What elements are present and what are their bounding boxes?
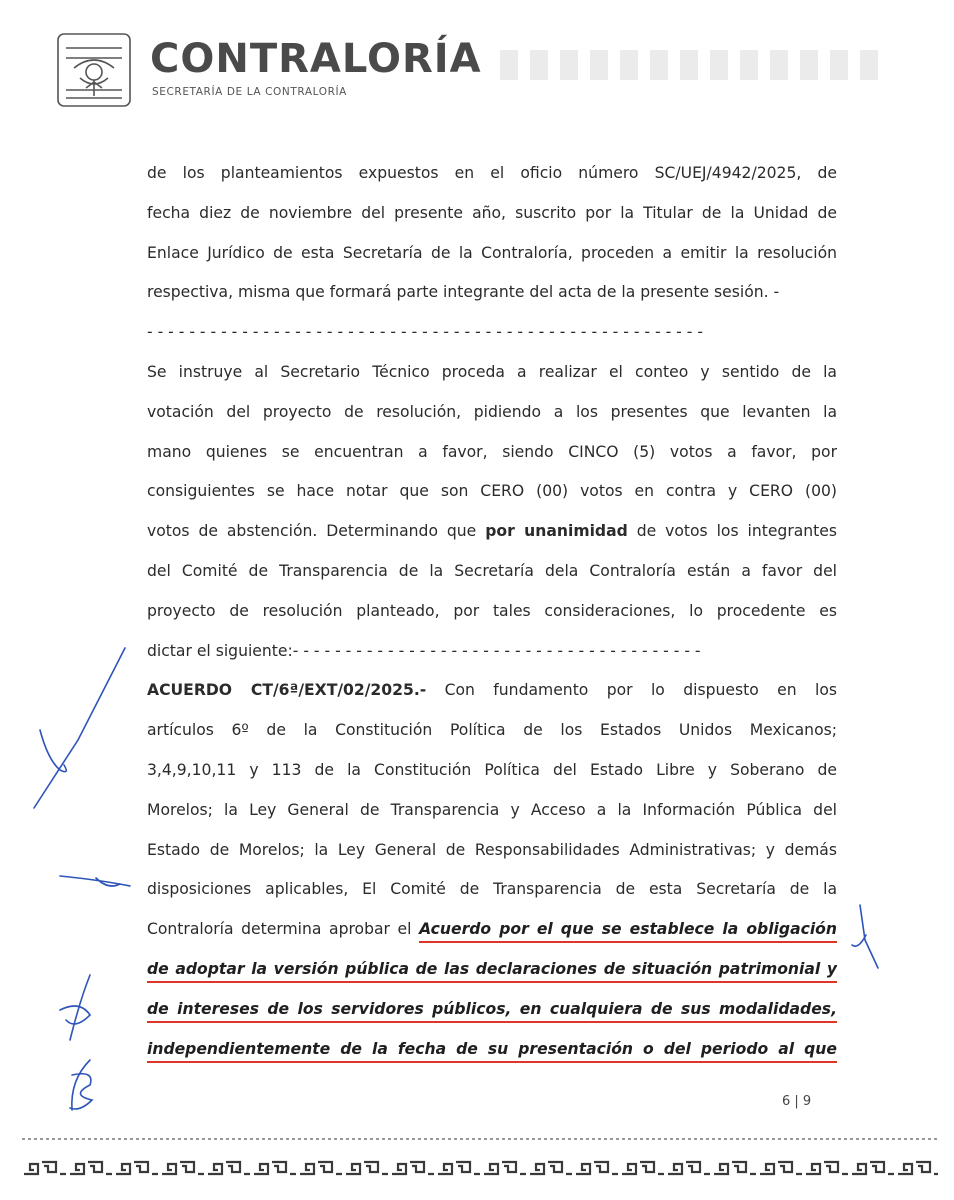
body-line: del Comité de Transparencia de la Secretaría dela Contraloría están a favor del — [147, 561, 837, 580]
decorative-border-icon — [22, 1158, 938, 1178]
body-line: artículos 6º de la Constitución Política de los Estados Unidos Mexicanos; — [147, 721, 837, 740]
highlighted-agreement-title: Acuerdo por el que se establece la obligación — [419, 920, 837, 943]
body-line: disposiciones aplicables, El Comité de Transparencia de esta Secretaría de la — [147, 880, 837, 899]
body-line: mano quienes se encuentran a favor, siendo CINCO (5) votos a favor, por — [147, 442, 837, 461]
body-line: Enlace Jurídico de esta Secretaría de la Contraloría, proceden a emitir la resolución — [147, 243, 837, 262]
body-line: 3,4,9,10,11 y 113 de la Constitución Política del Estado Libre y Soberano de — [147, 760, 837, 779]
footer-divider — [22, 1138, 938, 1140]
agreement-code: ACUERDO CT/6ª/EXT/02/2025.- — [147, 681, 427, 700]
separator-dashes: - - - - - - - - - - - - - - - - - - - - - - - - - - - - - - - - - - - - - - - - - - - - - - - - - - - - - — [147, 323, 703, 342]
text-run: Con fundamento por lo dispuesto en los — [426, 681, 837, 700]
body-line: Se instruye al Secretario Técnico proceda a realizar el conteo y sentido de la — [147, 362, 837, 381]
body-line: respectiva, misma que formará parte integrante del acta de la presente sesión. - — [147, 283, 780, 302]
body-line: Estado de Morelos; la Ley General de Responsabilidades Administrativas; y demás — [147, 840, 837, 859]
highlighted-agreement-title: de adoptar la versión pública de las declaraciones de situación patrimonial y — [147, 960, 837, 983]
text-run: Contraloría determina aprobar el — [147, 920, 420, 939]
page-number: 6 | 9 — [782, 1094, 812, 1109]
unanimity-emphasis: por unanimidad — [485, 522, 628, 541]
body-line: consiguientes se hace notar que son CERO (00) votos en contra y CERO (00) — [147, 482, 837, 501]
body-line: proyecto de resolución planteado, por tales consideraciones, lo procedente es — [147, 601, 837, 620]
brand-subtitle: SECRETARÍA DE LA CONTRALORÍA — [152, 86, 347, 98]
highlighted-agreement-title: de intereses de los servidores públicos, en cualquiera de sus modalidades, — [147, 1000, 837, 1023]
highlighted-agreement-title: independientemente de la fecha de su presentación o del periodo al que — [147, 1040, 837, 1063]
body-line: dictar el siguiente:- - - - - - - - - - - - - - - - - - - - - - - - - - - - - - - - - - - - - - - — [147, 641, 701, 660]
body-line: votación del proyecto de resolución, pidiendo a los presentes que levanten la — [147, 402, 837, 421]
text-run: de votos los integrantes — [627, 522, 837, 541]
body-line: fecha diez de noviembre del presente año, suscrito por la Titular de la Unidad de — [147, 203, 837, 222]
body-line: de los planteamientos expuestos en el oficio número SC/UEJ/4942/2025, de — [147, 164, 837, 182]
brand-title: CONTRALORÍA — [150, 36, 482, 82]
text-run: votos de abstención. Determinando que — [147, 522, 486, 541]
body-line: Morelos; la Ley General de Transparencia y Acceso a la Información Pública del — [147, 800, 837, 819]
